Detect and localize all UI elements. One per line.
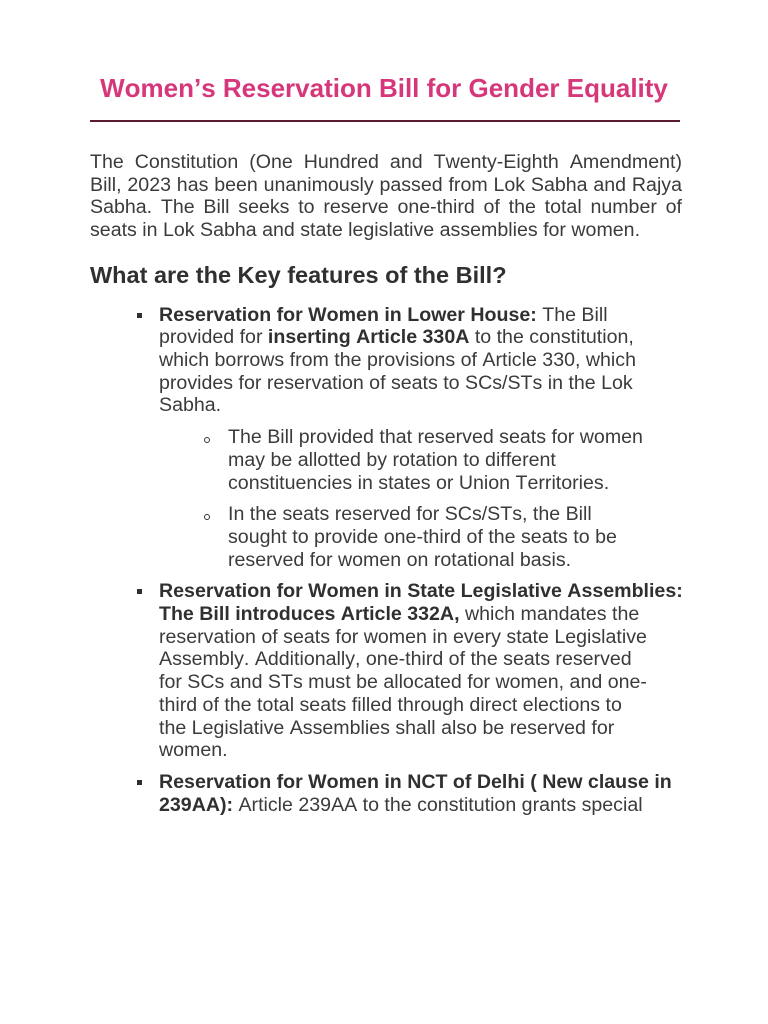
square-bullet-icon [137,313,142,318]
intro-paragraph: The Constitution (One Hundred and Twenty-Eighth Amendment) Bill, 2023 has been unanimously passed from Lok Sabha and Rajya Sabha. The Bill seeks to reserve one-third of the total number of seats in Lok Sabha and state legislative assemblies for women. [90,151,682,242]
title-divider [90,120,680,122]
square-bullet-icon [137,589,142,594]
section-heading: What are the Key features of the Bill? [90,262,507,288]
feature-body: The Bill provided for [159,303,608,349]
sub-point-text: The Bill provided that reserved seats for women may be allotted by rotation to different constituencies in states or Union Territories. [228,426,643,494]
sub-point-item [228,503,719,571]
feature-heading: Reservation for Women in State Legislative Assemblies: The Bill introduces Article 332A, [159,580,683,626]
feature-text [159,304,719,418]
circle-bullet-icon [204,437,210,443]
sub-points-list [159,426,719,571]
feature-text [159,771,719,816]
feature-body: to the constitution, which borrows from the provisions of Article 330, which provides for reservation of seats to SCs/STs in the Lok Sabha. [159,326,636,417]
sub-point-item [228,426,719,494]
feature-item-nct-delhi [159,771,719,816]
sub-point-text: In the seats reserved for SCs/STs, the Bill sought to provide one-third of the seats to be reserved for women on rotational basis. [228,503,617,571]
feature-text [159,580,719,762]
key-features-list [159,304,719,817]
page-title: Women’s Reservation Bill for Gender Equality [100,73,668,103]
feature-item-state-assemblies [159,580,719,762]
feature-body: third of the total seats filled through direct elections to the Legislative Assemblies shall also be reserved for women. [159,693,622,762]
square-bullet-icon [137,780,142,785]
circle-bullet-icon [204,514,210,520]
feature-heading: Reservation for Women in NCT of Delhi ( New clause in 239AA): [159,770,672,816]
feature-body: Article 239AA to the constitution grants special [233,793,643,816]
feature-body: which mandates the reservation of seats for women in every state Legislative Assembly. Additionally, one-third of the seats reserved for SCs and STs must be allocated for women, and one- [159,603,647,694]
feature-heading: Reservation for Women in Lower House: [159,303,537,326]
feature-emphasis: inserting Article 330A [267,326,470,349]
feature-item-lower-house [159,304,719,572]
